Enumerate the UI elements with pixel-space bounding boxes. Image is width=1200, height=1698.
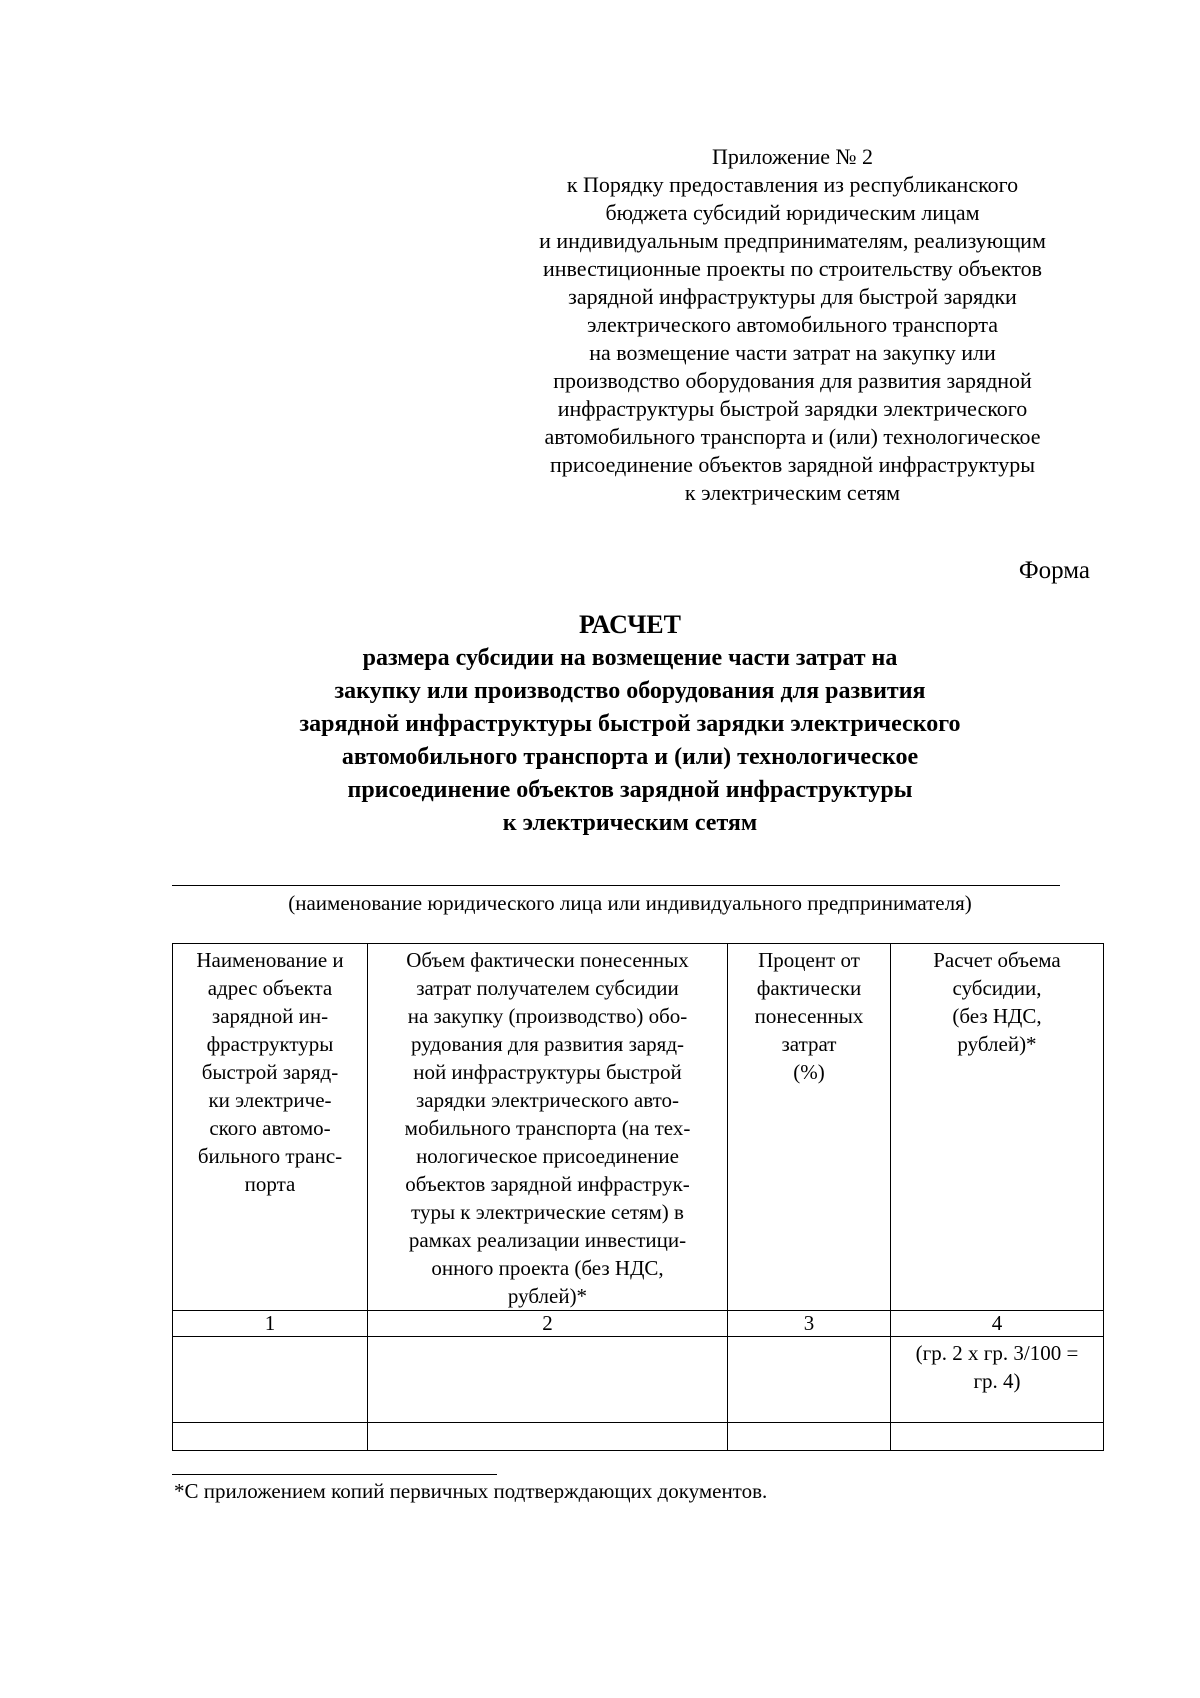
appendix-line: зарядной инфраструктуры для быстрой зарядки (568, 284, 1017, 309)
header-cell-percent (728, 944, 891, 1311)
title-line: размера субсидии на возмещение части затрат на (362, 645, 898, 671)
document-title (160, 608, 1100, 840)
table-cell (891, 1423, 1104, 1451)
appendix-line: к электрическим сетям (684, 480, 901, 505)
appendix-line: электрического автомобильного транспорта (586, 312, 998, 337)
header-line: адрес объекта (207, 976, 333, 1000)
header-line: ского автомо- (209, 1116, 331, 1140)
appendix-line: инфраструктуры быстрой зарядки электрического (557, 396, 1028, 421)
header-line: Расчет объема (933, 948, 1061, 972)
formula-line: гр. 4) (973, 1369, 1021, 1393)
header-line: ки электриче- (208, 1088, 332, 1112)
table-cell (368, 1423, 728, 1451)
column-number-row (173, 1311, 1104, 1337)
calculation-table (172, 943, 1104, 1451)
entity-name-caption: (наименование юридического лица или индивидуального предпринимателя) (288, 891, 972, 915)
column-number: 4 (891, 1311, 1104, 1337)
header-line: затрат получателем субсидии (416, 976, 679, 1000)
table-header-row (173, 944, 1104, 1311)
header-line: онного проекта (без НДС, (431, 1256, 664, 1280)
header-line: ной инфраструктуры быстрой (413, 1060, 682, 1084)
title-line: к электрическим сетям (502, 810, 758, 836)
appendix-line: к Порядку предоставления из республиканского (566, 172, 1019, 197)
header-line: быстрой заряд- (201, 1060, 339, 1084)
column-number: 2 (368, 1311, 728, 1337)
header-line: бильного транс- (197, 1144, 343, 1168)
header-line: субсидии, (952, 976, 1042, 1000)
title-line: присоединение объектов зарядной инфраструктуры (347, 777, 913, 803)
entity-name-line (172, 885, 1060, 886)
header-line: объектов зарядной инфраструк- (405, 1172, 690, 1196)
title-subtitle (160, 642, 1100, 840)
appendix-line: присоединение объектов зарядной инфраструктуры (549, 452, 1035, 477)
header-line: (без НДС, (952, 1004, 1042, 1028)
header-line: рублей)* (957, 1032, 1037, 1056)
header-line: мобильного транспорта (на тех- (404, 1116, 691, 1140)
table-cell (173, 1423, 368, 1451)
formula-cell (891, 1337, 1104, 1423)
table-row (173, 1423, 1104, 1451)
header-line: Наименование и (196, 948, 344, 972)
title-main: РАСЧЕТ (579, 610, 681, 639)
header-line: затрат (781, 1032, 837, 1056)
table-cell (728, 1423, 891, 1451)
header-line: порта (244, 1172, 296, 1196)
header-line: туры к электрические сетям) в (411, 1200, 684, 1224)
footnote-separator (172, 1474, 497, 1475)
title-line: закупку или производство оборудования для развития (334, 678, 926, 704)
column-number: 1 (173, 1311, 368, 1337)
header-line: фактически (756, 976, 862, 1000)
appendix-line: производство оборудования для развития зарядной (553, 368, 1032, 393)
header-line: зарядной ин- (211, 1004, 329, 1028)
table-cell (368, 1337, 728, 1423)
appendix-line: бюджета субсидий юридическим лицам (605, 200, 980, 225)
header-line: рамках реализации инвестици- (408, 1228, 687, 1252)
header-cell-costs (368, 944, 728, 1311)
header-line: на закупку (производство) обо- (407, 1004, 688, 1028)
appendix-line: и индивидуальным предпринимателям, реализующим (539, 228, 1046, 253)
appendix-block (520, 143, 1065, 507)
form-label: Форма (1018, 557, 1090, 584)
header-line: (%) (793, 1060, 825, 1084)
header-cell-object (173, 944, 368, 1311)
table-cell (173, 1337, 368, 1423)
table-cell (728, 1337, 891, 1423)
column-number: 3 (728, 1311, 891, 1337)
title-line: автомобильного транспорта и (или) технологическое (341, 744, 919, 770)
header-line: рублей)* (507, 1284, 588, 1308)
title-line: зарядной инфраструктуры быстрой зарядки электрического (299, 711, 961, 737)
appendix-line: Приложение № 2 (711, 144, 874, 169)
appendix-line: инвестиционные проекты по строительству объектов (542, 256, 1042, 281)
header-cell-subsidy (891, 944, 1104, 1311)
header-line: Процент от (758, 948, 860, 972)
footnote: *С приложением копий первичных подтверждающих документов. (174, 1479, 768, 1503)
header-line: фраструктуры (206, 1032, 334, 1056)
formula-line: (гр. 2 х гр. 3/100 = (915, 1341, 1079, 1365)
header-line: нологическое присоединение (416, 1144, 679, 1168)
header-line: понесенных (754, 1004, 864, 1028)
appendix-line: автомобильного транспорта и (или) технологическое (544, 424, 1041, 449)
header-line: зарядки электрического авто- (416, 1088, 679, 1112)
header-line: рудования для развития заряд- (410, 1032, 685, 1056)
header-line: Объем фактически понесенных (406, 948, 689, 972)
table-row (173, 1337, 1104, 1423)
appendix-line: на возмещение части затрат на закупку или (589, 340, 996, 365)
